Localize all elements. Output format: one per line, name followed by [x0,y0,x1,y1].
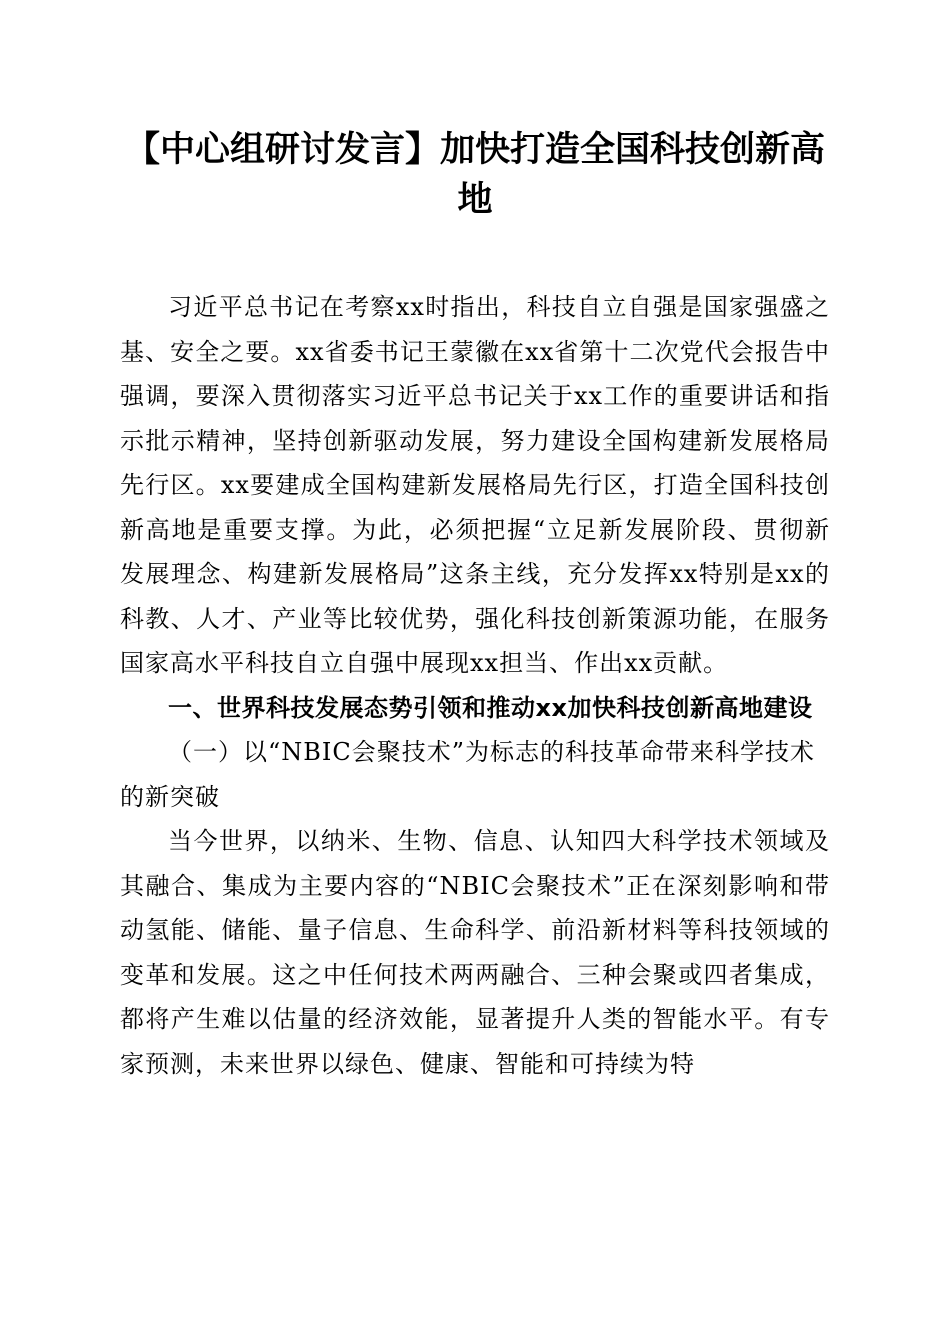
document-page [120,125,830,1086]
section-heading: 一、世界科技发展态势引领和推动xx加快科技创新高地建设 [168,693,813,722]
document-title: 【中心组研讨发言】加快打造全国科技创新高地 [124,130,825,220]
body-paragraph: 当今世界，以纳米、生物、信息、认知四大科学技术领域及其融合、集成为主要内容的“NBIC会聚技术”正在深刻影响和带动氢能、储能、量子信息、生命科学、前沿新材料等科技领域的变革和发展。这之中任何技术两两融合、三种会聚或四者集成，都将产生难以估量的经济效能，显著提升人类的智能水平。有专家预测，未来世界以绿色、健康、智能和可持续为特 [120,827,830,1078]
subsection-heading: （一）以“NBIC会聚技术”为标志的科技革命带来科学技术的新突破 [120,738,816,811]
intro-paragraph: 习近平总书记在考察xx时指出，科技自立自强是国家强盛之基、安全之要。xx省委书记王蒙徽在xx省第十二次党代会报告中强调，要深入贯彻落实习近平总书记关于xx工作的重要讲话和指示批示精神，坚持创新驱动发展，努力建设全国构建新发展格局先行区。xx要建成全国构建新发展格局先行区，打造全国科技创新高地是重要支撑。为此，必须把握“立足新发展阶段、贯彻新发展理念、构建新发展格局”这条主线，充分发挥xx特别是xx的科教、人才、产业等比较优势，强化科技创新策源功能，在服务国家高水平科技自立自强中展现xx担当、作出xx贡献。 [120,293,830,677]
